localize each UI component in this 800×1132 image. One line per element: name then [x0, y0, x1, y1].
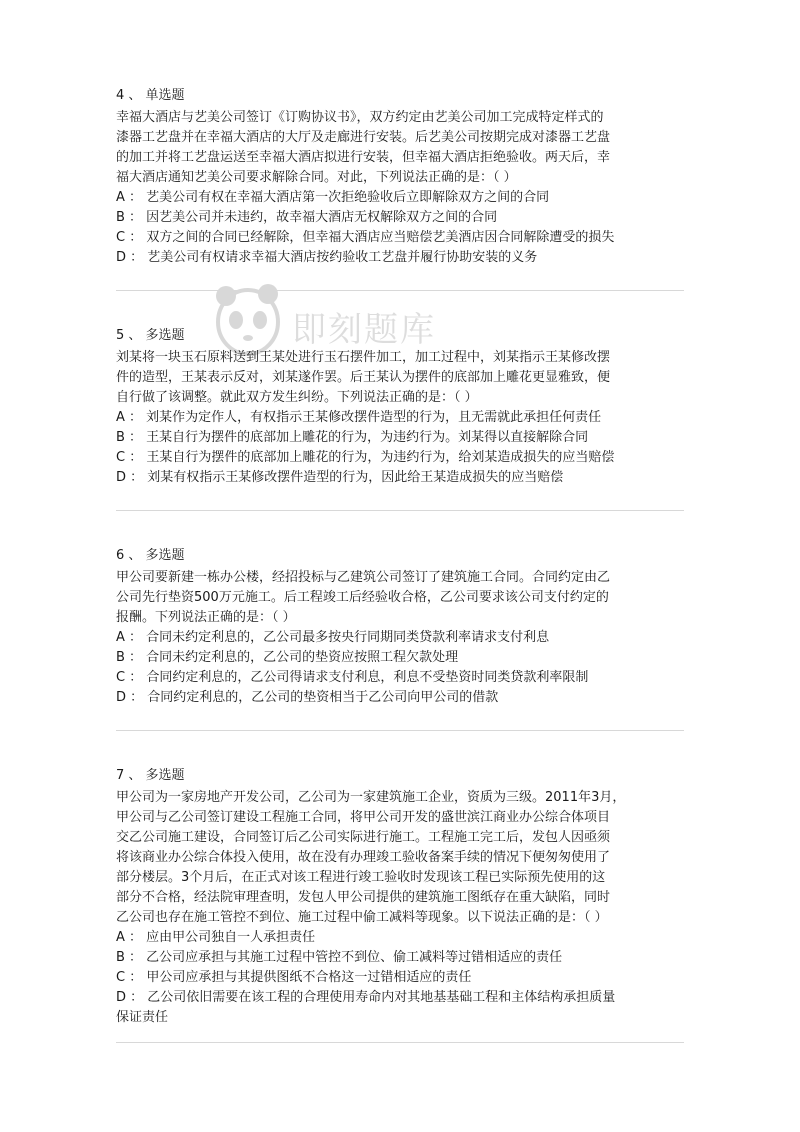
question-header: 6 、 多选题	[116, 548, 185, 563]
question-stem-line: 漆器工艺盘并在幸福大酒店的大厅及走廊进行安装。后艺美公司按期完成对漆器工艺盘	[116, 130, 611, 145]
option-a[interactable]: A ： 合同未约定利息的，乙公司最多按央行同期同类贷款利率请求支付利息	[116, 630, 550, 645]
question-stem-line: 的加工并将工艺盘运送至幸福大酒店拟进行安装，但幸福大酒店拒绝验收。两天后，幸	[116, 150, 611, 165]
question-stem-line: 甲公司与乙公司签订建设工程施工合同，将甲公司开发的盛世滨江商业办公综合体项目	[116, 810, 611, 825]
divider	[116, 1042, 684, 1043]
option-c[interactable]: C ： 甲公司应承担与其提供图纸不合格这一过错相适应的责任	[116, 970, 472, 985]
option-d-continued: 保证责任	[116, 1010, 169, 1025]
question-header: 4 、 单选题	[116, 88, 185, 103]
option-d[interactable]: D ： 艺美公司有权请求幸福大酒店按约验收工艺盘并履行协助安装的义务	[116, 250, 538, 265]
question-stem-line: 交乙公司施工建设，合同签订后乙公司实际进行施工。工程施工完工后，发包人因亟须	[116, 830, 611, 845]
question-stem-line: 报酬。下列说法正确的是：（ ）	[116, 610, 296, 625]
option-d[interactable]: D ： 刘某有权指示王某修改摆件造型的行为，因此给王某造成损失的应当赔偿	[116, 470, 564, 485]
question-stem-line: 自行做了该调整。就此双方发生纠纷。下列说法正确的是：（ ）	[116, 390, 478, 405]
option-b[interactable]: B ： 因艺美公司并未违约，故幸福大酒店无权解除双方之间的合同	[116, 210, 498, 225]
option-a[interactable]: A ： 艺美公司有权在幸福大酒店第一次拒绝验收后立即解除双方之间的合同	[116, 190, 550, 205]
question-stem-line: 刘某将一块玉石原料送到王某处进行玉石摆件加工，加工过程中，刘某指示王某修改摆	[116, 350, 611, 365]
divider	[116, 510, 684, 511]
option-d[interactable]: D ： 合同约定利息的，乙公司的垫资相当于乙公司向甲公司的借款	[116, 690, 499, 705]
question-stem-line: 福大酒店通知艺美公司要求解除合同。对此，下列说法正确的是：（ ）	[116, 170, 517, 185]
question-stem-line: 幸福大酒店与艺美公司签订《订购协议书》，双方约定由艺美公司加工完成特定样式的	[116, 110, 604, 125]
option-b[interactable]: B ： 乙公司应承担与其施工过程中管控不到位、偷工减料等过错相适应的责任	[116, 950, 563, 965]
question-stem-line: 乙公司也存在施工管控不到位、施工过程中偷工减料等现象。以下说法正确的是：（ ）	[116, 910, 608, 925]
option-a[interactable]: A ： 应由甲公司独自一人承担责任	[116, 930, 316, 945]
question-stem-line: 件的造型，王某表示反对，刘某遂作罢。后王某认为摆件的底部加上雕花更显雅致，便	[116, 370, 611, 385]
question-stem-line: 甲公司要新建一栋办公楼，经招投标与乙建筑公司签订了建筑施工合同。合同约定由乙	[116, 570, 611, 585]
option-c[interactable]: C ： 双方之间的合同已经解除，但幸福大酒店应当赔偿艺美酒店因合同解除遭受的损失	[116, 230, 615, 245]
question-stem-line: 公司先行垫资500万元施工。后工程竣工后经验收合格，乙公司要求该公司支付约定的	[116, 590, 609, 605]
question-4	[116, 86, 686, 268]
question-stem-line: 部分不合格，经法院审理查明，发包人甲公司提供的建筑施工图纸存在重大缺陷，同时	[116, 890, 611, 905]
option-b[interactable]: B ： 王某自行为摆件的底部加上雕花的行为，为违约行为。刘某得以直接解除合同	[116, 430, 589, 445]
question-5	[116, 326, 686, 488]
question-7	[116, 766, 686, 1028]
question-header: 7 、 多选题	[116, 768, 185, 783]
option-c[interactable]: C ： 王某自行为摆件的底部加上雕花的行为，为违约行为，给刘某造成损失的应当赔偿	[116, 450, 615, 465]
question-stem-line: 甲公司为一家房地产开发公司，乙公司为一家建筑施工企业，资质为三级。2011年3月，	[116, 790, 626, 805]
question-6	[116, 546, 686, 708]
question-header: 5 、 多选题	[116, 328, 185, 343]
option-b[interactable]: B ： 合同未约定利息的，乙公司的垫资应按照工程欠款处理	[116, 650, 459, 665]
option-d[interactable]: D ： 乙公司依旧需要在该工程的合理使用寿命内对其地基基础工程和主体结构承担质量	[116, 990, 616, 1005]
divider	[116, 730, 684, 731]
question-stem-line: 将该商业办公综合体投入使用，故在没有办理竣工验收备案手续的情况下便匆匆使用了	[116, 850, 611, 865]
question-stem-line: 部分楼层。3个月后，在正式对该工程进行竣工验收时发现该工程已实际预先使用的这	[116, 870, 606, 885]
divider	[116, 290, 684, 291]
option-a[interactable]: A ： 刘某作为定作人，有权指示王某修改摆件造型的行为，且无需就此承担任何责任	[116, 410, 602, 425]
watermark-text: 即刻题库	[292, 310, 436, 350]
option-c[interactable]: C ： 合同约定利息的，乙公司得请求支付利息，利息不受垫资时同类贷款利率限制	[116, 670, 589, 685]
